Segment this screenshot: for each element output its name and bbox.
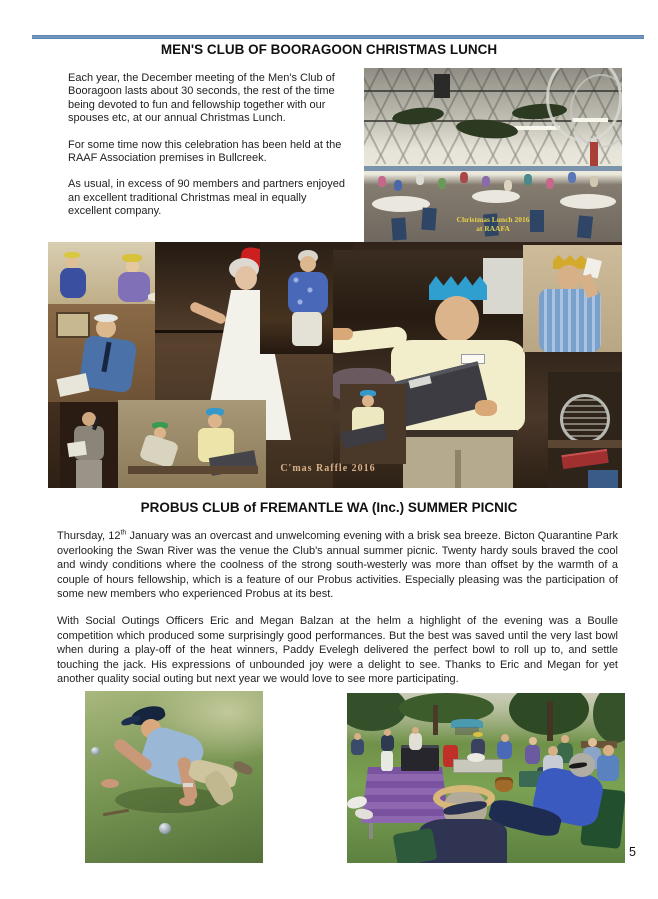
guest-figure bbox=[438, 178, 446, 189]
light-bar bbox=[514, 126, 560, 130]
blouse-shape bbox=[288, 272, 328, 314]
section-title-booragoon: MEN'S CLUB OF BOORAGOON CHRISTMAS LUNCH bbox=[160, 42, 498, 57]
para-text: January was an overcast and unwelcoming evening with a brisk sea breeze. Bicton Quarantine Park overlooking the Swan River was the venue the Club's annual summer picnic. Twenty hardy souls braved the cool and windy conditions where the coolness of the strong south-westerly was more than offset by the warmth of a couple of hours fellowship, which is a feature of our Probus activities. Especially pleasing was the participation of some new members who experienced Probus at its best. bbox=[57, 530, 618, 601]
dining-table-shape bbox=[560, 194, 616, 209]
party-hat-shape bbox=[64, 252, 80, 258]
head-shape bbox=[435, 296, 479, 342]
hand-shape bbox=[101, 779, 119, 788]
head-shape bbox=[588, 738, 597, 747]
head-shape bbox=[235, 266, 257, 290]
hand-shape bbox=[475, 400, 497, 416]
guest-figure bbox=[568, 172, 576, 183]
head-shape bbox=[362, 395, 374, 407]
collage-announcer bbox=[60, 402, 118, 488]
picnicker-figure bbox=[497, 741, 512, 759]
head-shape bbox=[501, 734, 509, 742]
guest-figure bbox=[590, 176, 598, 187]
shirt-shape bbox=[118, 272, 150, 302]
trousers-shape bbox=[76, 460, 102, 488]
watch-shape bbox=[183, 783, 193, 787]
head-shape bbox=[603, 745, 614, 756]
table-shape bbox=[548, 440, 622, 448]
collage-man-striped-shirt bbox=[523, 245, 622, 352]
guest-figure bbox=[394, 180, 402, 191]
collage-caption: C'mas Raffle 2016 bbox=[280, 463, 376, 474]
twig-shape bbox=[103, 809, 129, 816]
prize-box-shape bbox=[341, 424, 387, 449]
photo-picnic-group bbox=[347, 693, 625, 863]
shirt-shape bbox=[539, 289, 601, 352]
paragraph: Each year, the December meeting of the Men's Club of Booragoon lasts about 30 seconds, the rest of the time being devoted to fun and fellowship together with our spouses etc, at our annual Christmas Lunch. bbox=[68, 72, 335, 125]
camp-chair-shape bbox=[393, 828, 438, 863]
picnicker-figure bbox=[409, 733, 422, 750]
head-shape bbox=[412, 727, 419, 734]
collage-man-reading bbox=[48, 304, 155, 402]
speaker-box bbox=[434, 74, 450, 98]
sun-hat-shape bbox=[473, 732, 483, 737]
arm-shape bbox=[189, 301, 228, 326]
belt-shape bbox=[399, 430, 517, 437]
head-shape bbox=[384, 729, 391, 736]
paper-shape bbox=[67, 441, 87, 457]
guest-figure bbox=[524, 174, 532, 185]
table-leg-shape bbox=[369, 823, 373, 839]
picnicker-figure bbox=[525, 745, 540, 764]
probus-paragraph-2: With Social Outings Officers Eric and Megan Balzan at the helm a highlight of the evening was a Boulle competition which produced some surprisingly good performances. But the best was saved until the very last bowl when during a play-off of the heat winners, Paddy Evelegh delivered the perfect bowl to roll up to, and settle touching the jack. His expressions of unbounded joy were a delight to see. Thanks to Eric and Megan for yet another quality social outing but next year we would love to see more participating. bbox=[57, 615, 618, 686]
section-title-probus: PROBUS CLUB of FREMANTLE WA (Inc.) SUMMER PICNIC bbox=[140, 500, 518, 515]
paragraph: For some time now this celebration has been held at the RAAF Association premises in Bullcreek. bbox=[68, 138, 342, 165]
party-hat-shape bbox=[122, 254, 142, 262]
hall-caption-line1: Christmas Lunch 2016 bbox=[456, 215, 530, 224]
tree-trunk-shape bbox=[547, 701, 553, 741]
shirt-shape bbox=[139, 433, 179, 468]
cage-wheel-shape bbox=[560, 394, 610, 444]
collage-raffle-cage bbox=[548, 372, 622, 488]
photo-picnic-bowler bbox=[85, 691, 263, 863]
head-shape bbox=[208, 414, 222, 428]
hall-caption-line2: at RAAFA bbox=[476, 223, 510, 233]
photo-collage-christmas-raffle bbox=[48, 242, 622, 488]
collage-prize-table-inset bbox=[118, 400, 266, 488]
chair-shape bbox=[588, 470, 618, 488]
white-dog-shape bbox=[467, 753, 485, 762]
boule-ball-shape bbox=[159, 823, 171, 834]
guest-figure bbox=[460, 172, 468, 183]
guest-figure bbox=[546, 178, 554, 189]
ordinal-superscript: th bbox=[120, 529, 127, 537]
hair-shape bbox=[94, 314, 118, 322]
head-shape bbox=[300, 256, 316, 272]
head-shape bbox=[529, 737, 537, 745]
probus-paragraph-1 bbox=[57, 529, 618, 602]
picnicker-figure bbox=[597, 755, 619, 781]
tree-trunk-shape bbox=[433, 705, 438, 735]
shirt-shape bbox=[60, 268, 86, 298]
trousers-shape bbox=[292, 312, 322, 346]
picture-frame-shape bbox=[56, 312, 90, 338]
head-shape bbox=[557, 265, 581, 289]
head-shape bbox=[548, 746, 558, 756]
head-shape bbox=[561, 735, 569, 743]
collage-box-man-inset bbox=[340, 384, 406, 464]
dining-table-shape bbox=[472, 190, 520, 203]
guest-figure bbox=[416, 174, 424, 185]
hand-shape bbox=[179, 797, 195, 806]
paper-shape bbox=[56, 373, 89, 397]
forearm-shape bbox=[333, 328, 353, 340]
dining-table-shape bbox=[372, 196, 430, 212]
tree-canopy-shape bbox=[347, 693, 407, 731]
tree-canopy-shape bbox=[399, 693, 494, 723]
paragraph: As usual, in excess of 90 members and partners enjoyed an excellent traditional Christmas meal in equally excellent company. bbox=[68, 178, 345, 218]
picnicker-figure bbox=[381, 735, 394, 751]
guest-figure bbox=[482, 176, 490, 187]
keyboard-shape bbox=[561, 449, 609, 469]
picnicker-figure bbox=[351, 739, 364, 755]
guest-figure bbox=[504, 180, 512, 191]
page-number: 5 bbox=[629, 845, 636, 859]
booragoon-text-column bbox=[68, 72, 352, 232]
photo-christmas-lunch-hall bbox=[364, 68, 622, 245]
guest-figure bbox=[378, 176, 386, 187]
tree-canopy-shape bbox=[593, 693, 625, 743]
boule-ball-shape bbox=[91, 747, 100, 755]
wall-stripe bbox=[364, 166, 622, 171]
top-divider-rule bbox=[32, 35, 644, 39]
basket-shape bbox=[495, 777, 513, 792]
hall-photo-caption bbox=[364, 216, 622, 233]
trouser-split-shape bbox=[455, 450, 461, 488]
para-text: Thursday, 12 bbox=[57, 530, 121, 542]
head-shape bbox=[354, 733, 361, 740]
wall-door-shape bbox=[590, 142, 598, 166]
water-jug-shape bbox=[381, 751, 393, 771]
